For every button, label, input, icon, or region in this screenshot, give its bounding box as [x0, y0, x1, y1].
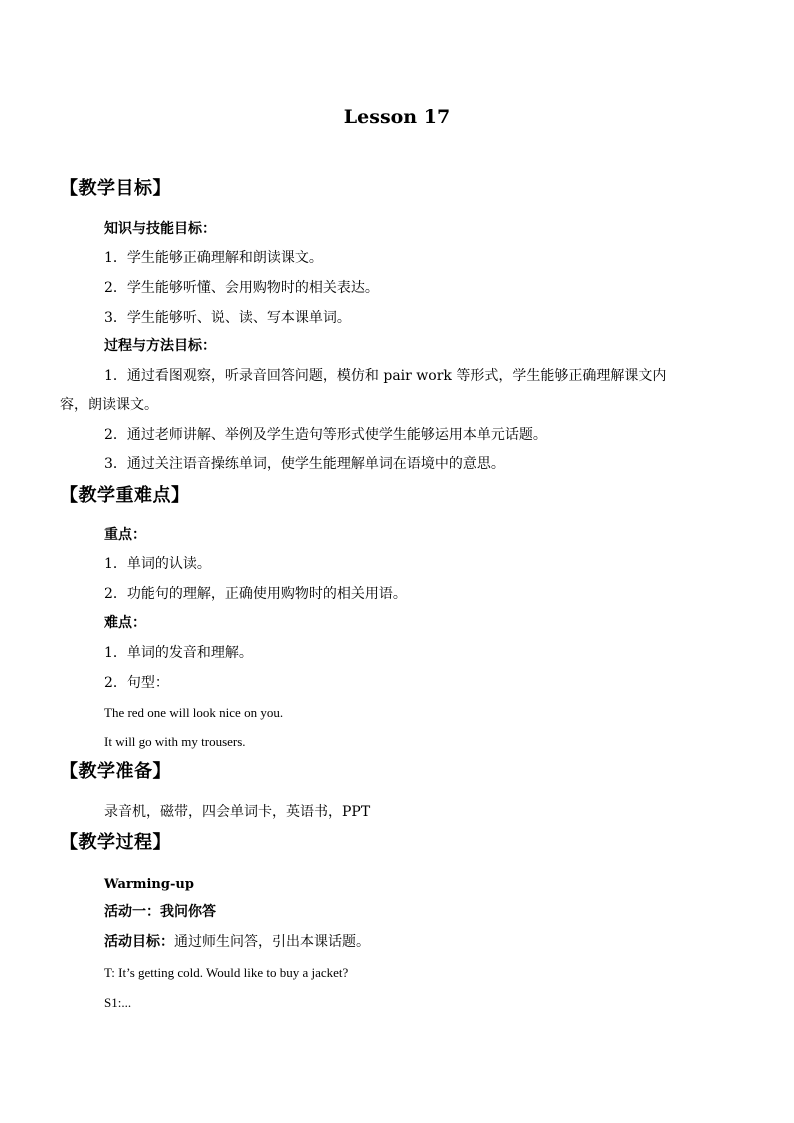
knowledge-skill-label: 知识与技能目标： [104, 221, 216, 237]
knowledge-item-3: 3．学生能够听、说、读、写本课单词。 [104, 310, 351, 326]
knowledge-item-2: 2．学生能够听懂、会用购物时的相关表达。 [104, 280, 379, 296]
dialogue-line-teacher: T: It’s getting cold. Would like to buy a jacket? [104, 965, 349, 980]
dialogue-line-student: S1:... [104, 995, 132, 1010]
section-heading-procedure: 【教学过程】 [60, 832, 171, 853]
activity-goal-label: 活动目标： [104, 934, 174, 950]
focus-item-2: 2．功能句的理解，正确使用购物时的相关用语。 [104, 586, 407, 602]
section-heading-preparation: 【教学准备】 [60, 761, 171, 782]
sentence-pattern-1: The red one will look nice on you. [104, 705, 284, 720]
activity-goal-text: 通过师生问答，引出本课话题。 [174, 934, 370, 950]
activity-title: 活动一：我问你答 [104, 904, 216, 920]
preparation-materials: 录音机，磁带，四会单词卡，英语书，PPT [104, 804, 371, 820]
activity-goal [104, 935, 370, 949]
focus-item-1: 1．单词的认读。 [104, 556, 211, 572]
process-item-1-continued: 容，朗读课文。 [60, 397, 158, 413]
warmup-label: Warming-up [104, 877, 194, 892]
difficulty-label: 难点： [104, 615, 146, 631]
page-title: Lesson 17 [343, 106, 451, 128]
process-item-3: 3．通过关注语音操练单词，使学生能理解单词在语境中的意思。 [104, 456, 505, 472]
section-heading-key-points: 【教学重难点】 [60, 485, 190, 506]
section-heading-objectives: 【教学目标】 [60, 178, 171, 199]
focus-label: 重点： [104, 527, 146, 543]
process-item-2: 2．通过老师讲解、举例及学生造句等形式使学生能够运用本单元话题。 [104, 427, 547, 443]
difficulty-item-1: 1．单词的发音和理解。 [104, 645, 253, 661]
knowledge-item-1: 1．学生能够正确理解和朗读课文。 [104, 250, 323, 266]
process-item-1: 1．通过看图观察，听录音回答问题，模仿和 pair work 等形式，学生能够正确理解课文内 [104, 368, 667, 384]
difficulty-item-2: 2．句型： [104, 675, 169, 691]
sentence-pattern-2: It will go with my trousers. [104, 734, 246, 749]
process-method-label: 过程与方法目标： [104, 338, 216, 354]
